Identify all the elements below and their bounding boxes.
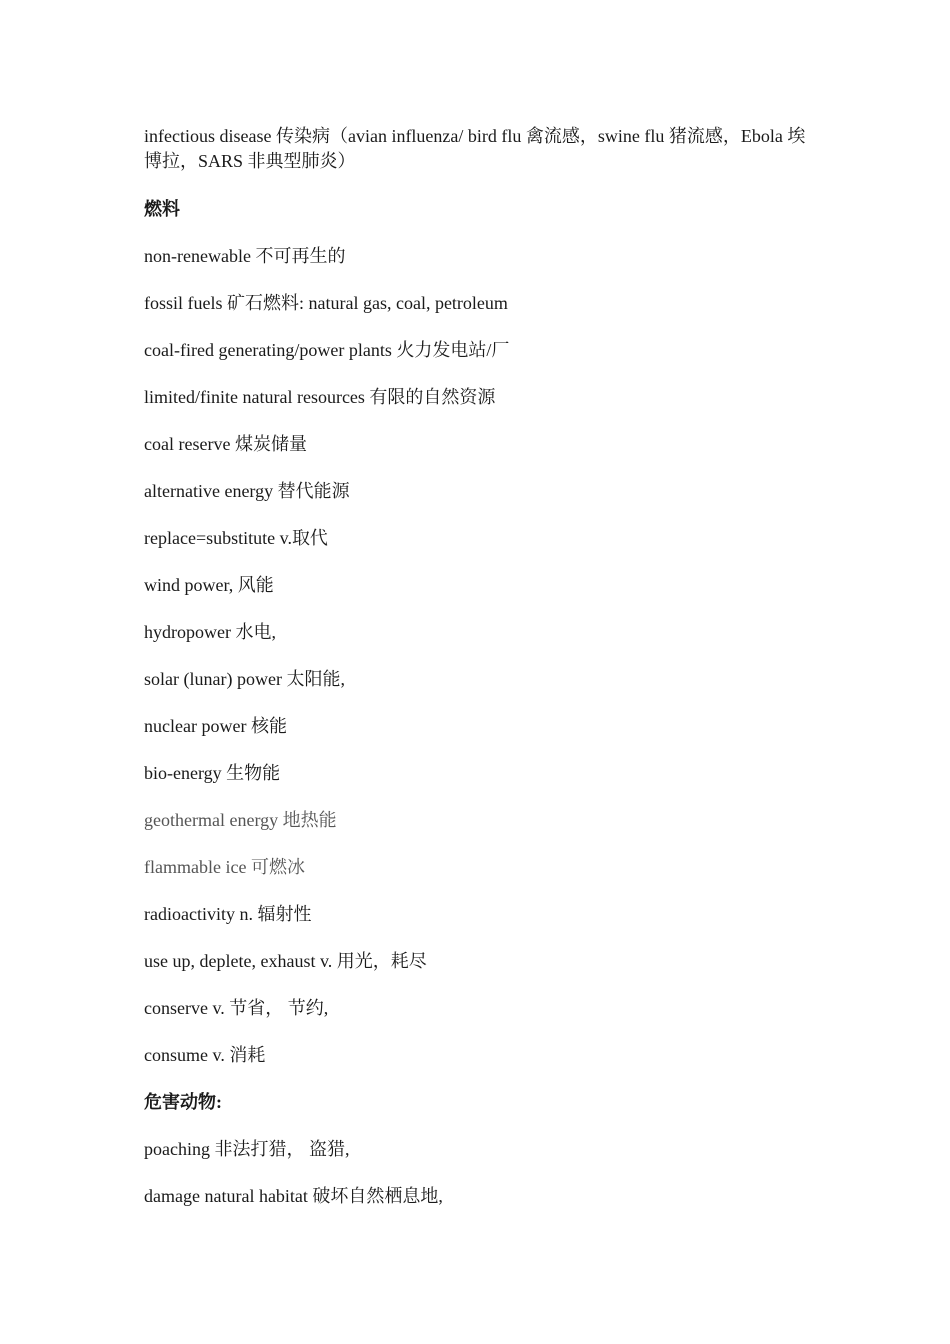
vocab-item: use up, deplete, exhaust v. 用光，耗尽 — [144, 951, 427, 971]
document-body — [144, 124, 814, 1231]
paragraph-infectious-disease: infectious disease 传染病（avian influenza/ bird flu 禽流感，swine flu 猪流感，Ebola 埃博拉，SARS 非典型肺炎） — [144, 126, 806, 171]
vocab-item: hydropower 水电, — [144, 622, 276, 642]
vocab-item: poaching 非法打猎， 盗猎, — [144, 1139, 350, 1159]
vocab-item: alternative energy 替代能源 — [144, 481, 350, 501]
vocab-item: conserve v. 节省， 节约, — [144, 998, 329, 1018]
vocab-item: nuclear power 核能 — [144, 716, 287, 736]
vocab-item: limited/finite natural resources 有限的自然资源 — [144, 387, 496, 407]
section-heading-endangered-animals: 危害动物: — [144, 1092, 222, 1112]
vocab-item: bio-energy 生物能 — [144, 763, 281, 783]
vocab-item: damage natural habitat 破坏自然栖息地, — [144, 1186, 443, 1206]
vocab-item: consume v. 消耗 — [144, 1045, 266, 1065]
vocab-item: flammable ice 可燃冰 — [144, 857, 305, 877]
vocab-item: radioactivity n. 辐射性 — [144, 904, 312, 924]
vocab-item: geothermal energy 地热能 — [144, 810, 337, 830]
vocab-item: solar (lunar) power 太阳能, — [144, 669, 345, 689]
vocab-item: fossil fuels 矿石燃料: natural gas, coal, petroleum — [144, 293, 508, 313]
vocab-item: coal-fired generating/power plants 火力发电站/厂 — [144, 340, 510, 360]
vocab-item: coal reserve 煤炭储量 — [144, 434, 307, 454]
section-heading-fuel: 燃料 — [144, 199, 180, 219]
vocab-item: replace=substitute v.取代 — [144, 528, 328, 548]
vocab-item: non-renewable 不可再生的 — [144, 246, 346, 266]
vocab-item: wind power, 风能 — [144, 575, 274, 595]
